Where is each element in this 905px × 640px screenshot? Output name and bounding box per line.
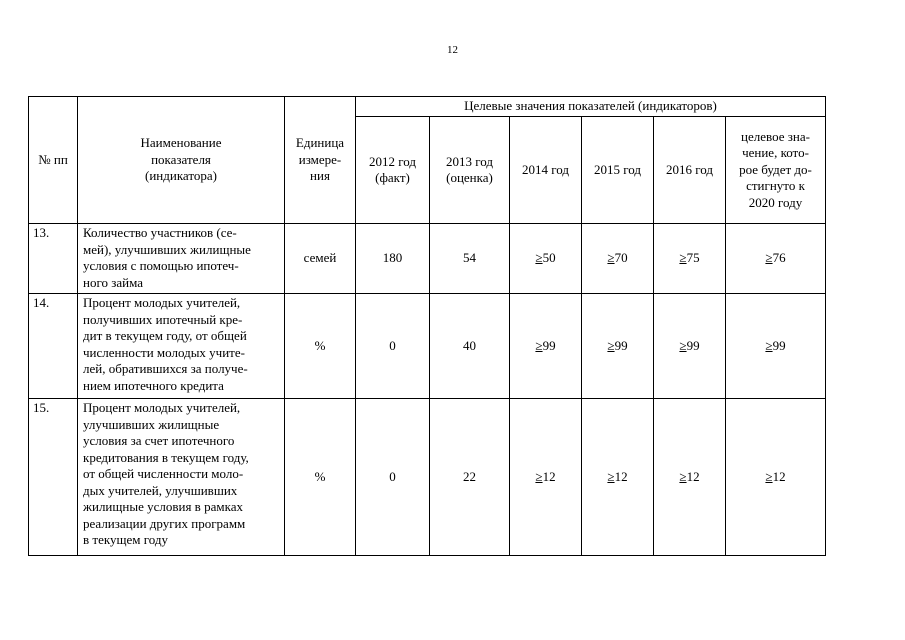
value-2013: 22	[430, 399, 510, 556]
value-2016: ≥99	[654, 294, 726, 399]
header-year-2015: 2015 год	[582, 117, 654, 224]
header-year-2013: 2013 год (оценка)	[430, 117, 510, 224]
header-year-2020: целевое зна- чение, кото- рое будет до- стигнуто к 2020 году	[726, 117, 826, 224]
value-2015: ≥12	[582, 399, 654, 556]
value-2020: ≥99	[726, 294, 826, 399]
value-2015: ≥70	[582, 224, 654, 294]
value-2013: 54	[430, 224, 510, 294]
unit-cell: %	[285, 294, 356, 399]
unit-cell: %	[285, 399, 356, 556]
table-row	[29, 294, 826, 399]
header-name: Наименование показателя (индикатора)	[78, 97, 285, 224]
value-2014: ≥50	[510, 224, 582, 294]
unit-cell: семей	[285, 224, 356, 294]
header-year-2016: 2016 год	[654, 117, 726, 224]
value-2013: 40	[430, 294, 510, 399]
indicator-name: Процент молодых учителей, улучшивших жилищные условия за счет ипотечного кредитования в текущем году, от общей численности моло- дых учителей, улучшивших жилищные условия в рамках реализации других программ в текущем году	[78, 399, 285, 556]
value-2012: 0	[356, 399, 430, 556]
header-year-2012: 2012 год (факт)	[356, 117, 430, 224]
value-2014: ≥12	[510, 399, 582, 556]
value-2012: 180	[356, 224, 430, 294]
value-2014: ≥99	[510, 294, 582, 399]
header-year-2014: 2014 год	[510, 117, 582, 224]
row-number: 15.	[29, 399, 78, 556]
table-row	[29, 224, 826, 294]
page-number: 12	[447, 44, 458, 56]
value-2020: ≥76	[726, 224, 826, 294]
indicator-name: Количество участников (се- мей), улучшивших жилищные условия с помощью ипотеч- ного займа	[78, 224, 285, 294]
value-2020: ≥12	[726, 399, 826, 556]
indicators-table	[28, 96, 826, 556]
header-target-values: Целевые значения показателей (индикаторов)	[356, 97, 826, 117]
header-num: № пп	[29, 97, 78, 224]
table-row	[29, 399, 826, 556]
value-2015: ≥99	[582, 294, 654, 399]
row-number: 14.	[29, 294, 78, 399]
row-number: 13.	[29, 224, 78, 294]
value-2016: ≥12	[654, 399, 726, 556]
value-2012: 0	[356, 294, 430, 399]
value-2016: ≥75	[654, 224, 726, 294]
header-unit: Единица измере- ния	[285, 97, 356, 224]
indicator-name: Процент молодых учителей, получивших ипотечный кре- дит в текущем году, от общей численности молодых учите- лей, обратившихся за получе- нием ипотечного кредита	[78, 294, 285, 399]
